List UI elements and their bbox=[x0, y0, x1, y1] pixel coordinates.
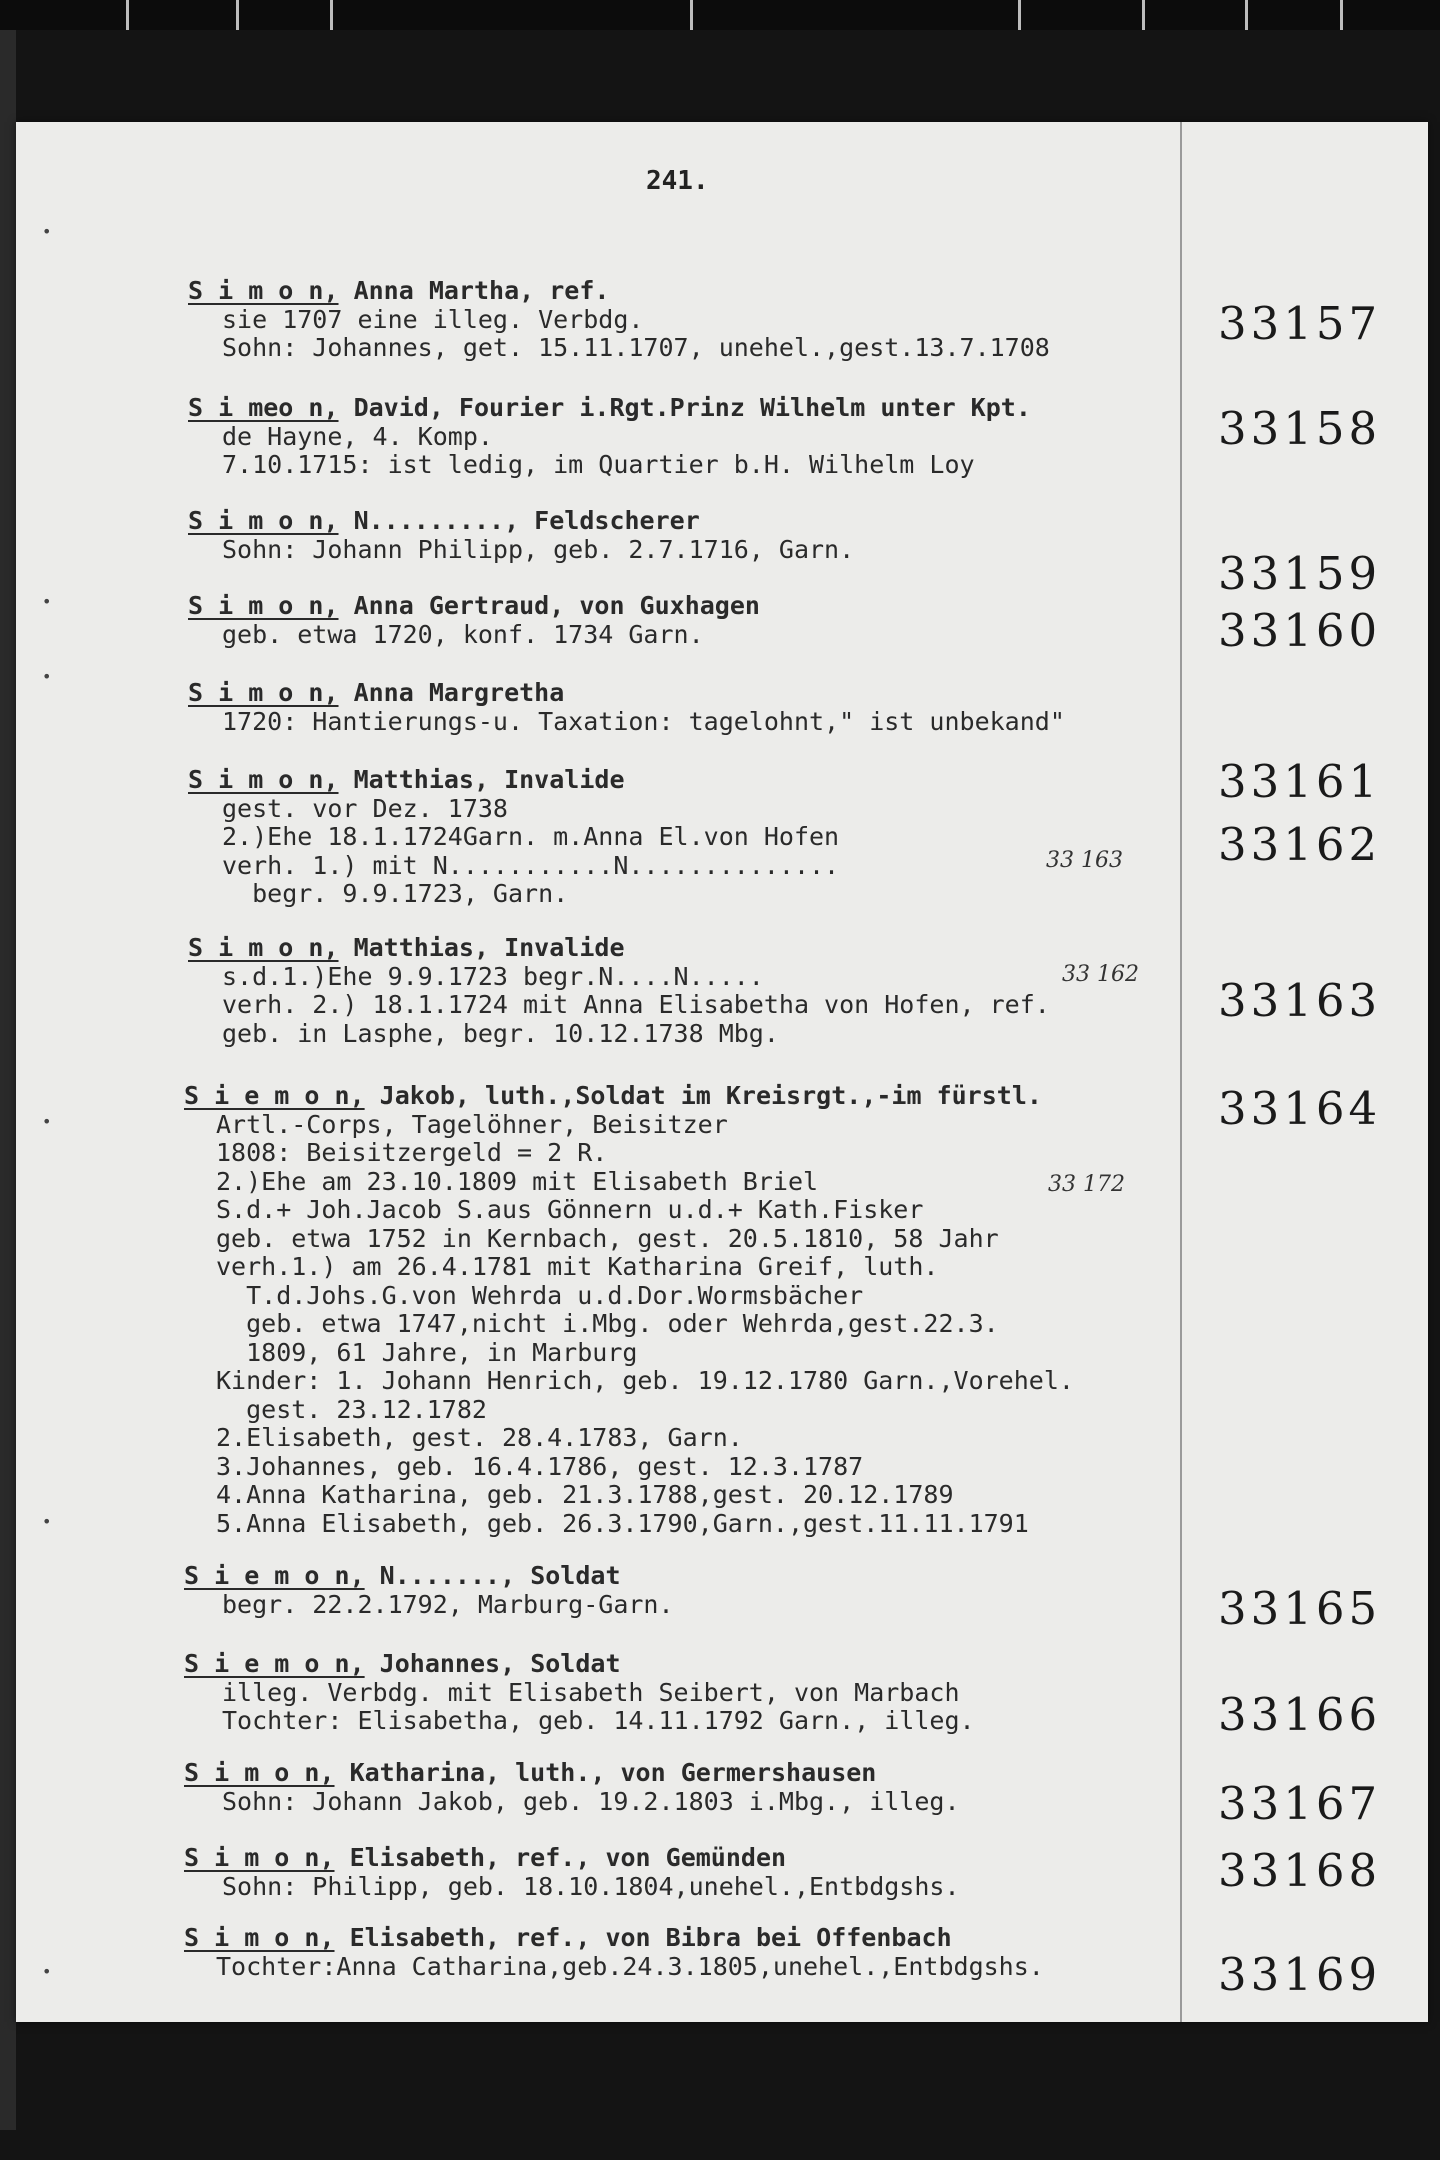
record-number: 33162 bbox=[1218, 818, 1382, 871]
surname: S i e m o n, bbox=[184, 1561, 365, 1590]
entry-heading bbox=[188, 507, 700, 535]
entry-heading bbox=[184, 1082, 1042, 1110]
record-number: 33157 bbox=[1218, 297, 1382, 350]
film-tick bbox=[1142, 0, 1145, 30]
punch-mark: • bbox=[42, 1512, 52, 1531]
heading-details: Johannes, Soldat bbox=[364, 1649, 621, 1678]
surname: S i m o n, bbox=[184, 1843, 335, 1872]
entry-heading bbox=[188, 766, 625, 794]
surname: S i m o n, bbox=[188, 933, 339, 962]
surname: S i m o n, bbox=[188, 506, 339, 535]
entry-line: 1808: Beisitzergeld = 2 R. bbox=[216, 1138, 608, 1167]
entry-line: 5.Anna Elisabeth, geb. 26.3.1790,Garn.,gest.11.11.1791 bbox=[216, 1508, 1029, 1538]
film-tick bbox=[330, 0, 333, 30]
heading-details: Jakob, luth.,Soldat im Kreisrgt.,-im fürstl. bbox=[364, 1081, 1042, 1110]
entry-line: geb. in Lasphe, begr. 10.12.1738 Mbg. bbox=[222, 1018, 779, 1048]
heading-details: Anna Gertraud, von Guxhagen bbox=[338, 591, 760, 620]
surname: S i m o n, bbox=[184, 1758, 335, 1787]
record-number: 33168 bbox=[1218, 1844, 1382, 1897]
entry-line: T.d.Johs.G.von Wehrda u.d.Dor.Wormsbächer bbox=[216, 1280, 864, 1310]
heading-details: N........., Feldscherer bbox=[338, 506, 700, 535]
entry-heading bbox=[184, 1924, 952, 1952]
surname: S i m o n, bbox=[188, 678, 339, 707]
entry-heading bbox=[188, 934, 625, 962]
entry-line: de Hayne, 4. Komp. bbox=[222, 421, 493, 451]
entry-line: Sohn: Johann Philipp, geb. 2.7.1716, Garn. bbox=[222, 534, 855, 564]
entry-line: Tochter:Anna Catharina,geb.24.3.1805,unehel.,Entbdgshs. bbox=[216, 1951, 1044, 1981]
entry-line: 2.)Ehe 18.1.1724Garn. m.Anna El.von Hofen bbox=[222, 822, 840, 851]
heading-details: Katharina, luth., von Germershausen bbox=[334, 1758, 877, 1787]
film-tick bbox=[236, 0, 239, 30]
heading-details: Anna Martha, ref. bbox=[338, 276, 610, 305]
entry-line: verh.1.) am 26.4.1781 mit Katharina Greif, luth. bbox=[216, 1252, 939, 1281]
punch-mark: • bbox=[42, 667, 52, 686]
handwritten-crossref: 33 172 bbox=[1048, 1172, 1125, 1197]
entry-line: verh. 1.) mit N...........N.............. bbox=[222, 850, 840, 880]
record-number: 33169 bbox=[1218, 1948, 1382, 2001]
record-number: 33166 bbox=[1218, 1688, 1382, 1741]
film-tick bbox=[1245, 0, 1248, 30]
heading-details: N......., Soldat bbox=[364, 1561, 621, 1590]
surname: S i m o n, bbox=[188, 765, 339, 794]
entry-heading bbox=[184, 1650, 621, 1678]
entry-heading bbox=[184, 1844, 786, 1872]
punch-mark: • bbox=[42, 1112, 52, 1131]
entry-line: Kinder: 1. Johann Henrich, geb. 19.12.1780 Garn.,Vorehel. bbox=[216, 1366, 1074, 1395]
record-number: 33164 bbox=[1218, 1082, 1382, 1135]
entry-heading bbox=[188, 592, 760, 620]
entry-line: begr. 9.9.1723, Garn. bbox=[222, 879, 569, 908]
entry-line: sie 1707 eine illeg. Verbdg. bbox=[222, 304, 644, 334]
heading-details: Elisabeth, ref., von Gemünden bbox=[334, 1843, 787, 1872]
punch-mark: • bbox=[42, 222, 52, 241]
entry-line: geb. etwa 1752 in Kernbach, gest. 20.5.1810, 58 Jahr bbox=[216, 1223, 999, 1253]
film-tick bbox=[1018, 0, 1021, 30]
entry-line: 2.)Ehe am 23.10.1809 mit Elisabeth Briel bbox=[216, 1166, 819, 1196]
record-number: 33160 bbox=[1218, 604, 1382, 657]
entry-line: verh. 2.) 18.1.1724 mit Anna Elisabetha von Hofen, ref. bbox=[222, 990, 1050, 1019]
entry-line: begr. 22.2.1792, Marburg-Garn. bbox=[222, 1589, 674, 1619]
surname: S i e m o n, bbox=[184, 1081, 365, 1110]
entry-line: 1720: Hantierungs-u. Taxation: tagelohnt," ist unbekand" bbox=[222, 706, 1065, 736]
handwritten-crossref: 33 162 bbox=[1062, 962, 1139, 987]
record-number: 33165 bbox=[1218, 1582, 1382, 1635]
entry-heading bbox=[188, 679, 564, 707]
film-tick bbox=[126, 0, 129, 30]
column-divider bbox=[1180, 122, 1182, 2022]
entry-line: Sohn: Johannes, get. 15.11.1707, unehel.,gest.13.7.1708 bbox=[222, 333, 1050, 362]
heading-details: David, Fourier i.Rgt.Prinz Wilhelm unter Kpt. bbox=[338, 393, 1031, 422]
record-number: 33163 bbox=[1218, 974, 1382, 1027]
entry-line: 3.Johannes, geb. 16.4.1786, gest. 12.3.1787 bbox=[216, 1451, 864, 1481]
surname: S i m o n, bbox=[184, 1923, 335, 1952]
entry-line: geb. etwa 1747,nicht i.Mbg. oder Wehrda,gest.22.3. bbox=[216, 1309, 999, 1338]
page-number: 241. bbox=[646, 166, 709, 196]
surname: S i m o n, bbox=[188, 276, 339, 305]
punch-mark: • bbox=[42, 592, 52, 611]
entry-line: Artl.-Corps, Tagelöhner, Beisitzer bbox=[216, 1109, 728, 1139]
record-number: 33161 bbox=[1218, 755, 1382, 808]
entry-line: Tochter: Elisabetha, geb. 14.11.1792 Garn., illeg. bbox=[222, 1706, 975, 1735]
record-number: 33158 bbox=[1218, 402, 1382, 455]
entry-line: gest. 23.12.1782 bbox=[216, 1394, 487, 1424]
heading-details: Anna Margretha bbox=[338, 678, 565, 707]
entry-heading bbox=[184, 1562, 621, 1590]
record-number: 33167 bbox=[1218, 1777, 1382, 1830]
punch-mark: • bbox=[42, 1962, 52, 1981]
entry-line: 7.10.1715: ist ledig, im Quartier b.H. Wilhelm Loy bbox=[222, 450, 975, 479]
entry-heading bbox=[184, 1759, 876, 1787]
entry-line: 2.Elisabeth, gest. 28.4.1783, Garn. bbox=[216, 1423, 743, 1452]
entry-heading bbox=[188, 394, 1031, 422]
surname: S i meo n, bbox=[188, 393, 339, 422]
entry-line: gest. vor Dez. 1738 bbox=[222, 793, 508, 823]
entry-line: s.d.1.)Ehe 9.9.1723 begr.N....N..... bbox=[222, 961, 764, 991]
record-number: 33159 bbox=[1218, 547, 1382, 600]
film-tick bbox=[690, 0, 693, 30]
entry-line: 1809, 61 Jahre, in Marburg bbox=[216, 1337, 638, 1367]
entry-line: 4.Anna Katharina, geb. 21.3.1788,gest. 20.12.1789 bbox=[216, 1480, 954, 1509]
surname: S i m o n, bbox=[188, 591, 339, 620]
heading-details: Matthias, Invalide bbox=[338, 933, 625, 962]
entry-line: S.d.+ Joh.Jacob S.aus Gönnern u.d.+ Kath.Fisker bbox=[216, 1195, 924, 1224]
entry-heading bbox=[188, 277, 609, 305]
film-tick bbox=[1340, 0, 1343, 30]
entry-line: Sohn: Philipp, geb. 18.10.1804,unehel.,Entbdgshs. bbox=[222, 1871, 960, 1901]
entry-line: Sohn: Johann Jakob, geb. 19.2.1803 i.Mbg., illeg. bbox=[222, 1786, 960, 1816]
heading-details: Matthias, Invalide bbox=[338, 765, 625, 794]
surname: S i e m o n, bbox=[184, 1649, 365, 1678]
entry-line: illeg. Verbdg. mit Elisabeth Seibert, von Marbach bbox=[222, 1677, 960, 1707]
index-card bbox=[16, 122, 1428, 2022]
top-film-strip bbox=[0, 0, 1440, 30]
heading-details: Elisabeth, ref., von Bibra bei Offenbach bbox=[334, 1923, 952, 1952]
entry-line: geb. etwa 1720, konf. 1734 Garn. bbox=[222, 619, 704, 649]
handwritten-crossref: 33 163 bbox=[1046, 848, 1123, 873]
left-edge bbox=[0, 30, 16, 2130]
